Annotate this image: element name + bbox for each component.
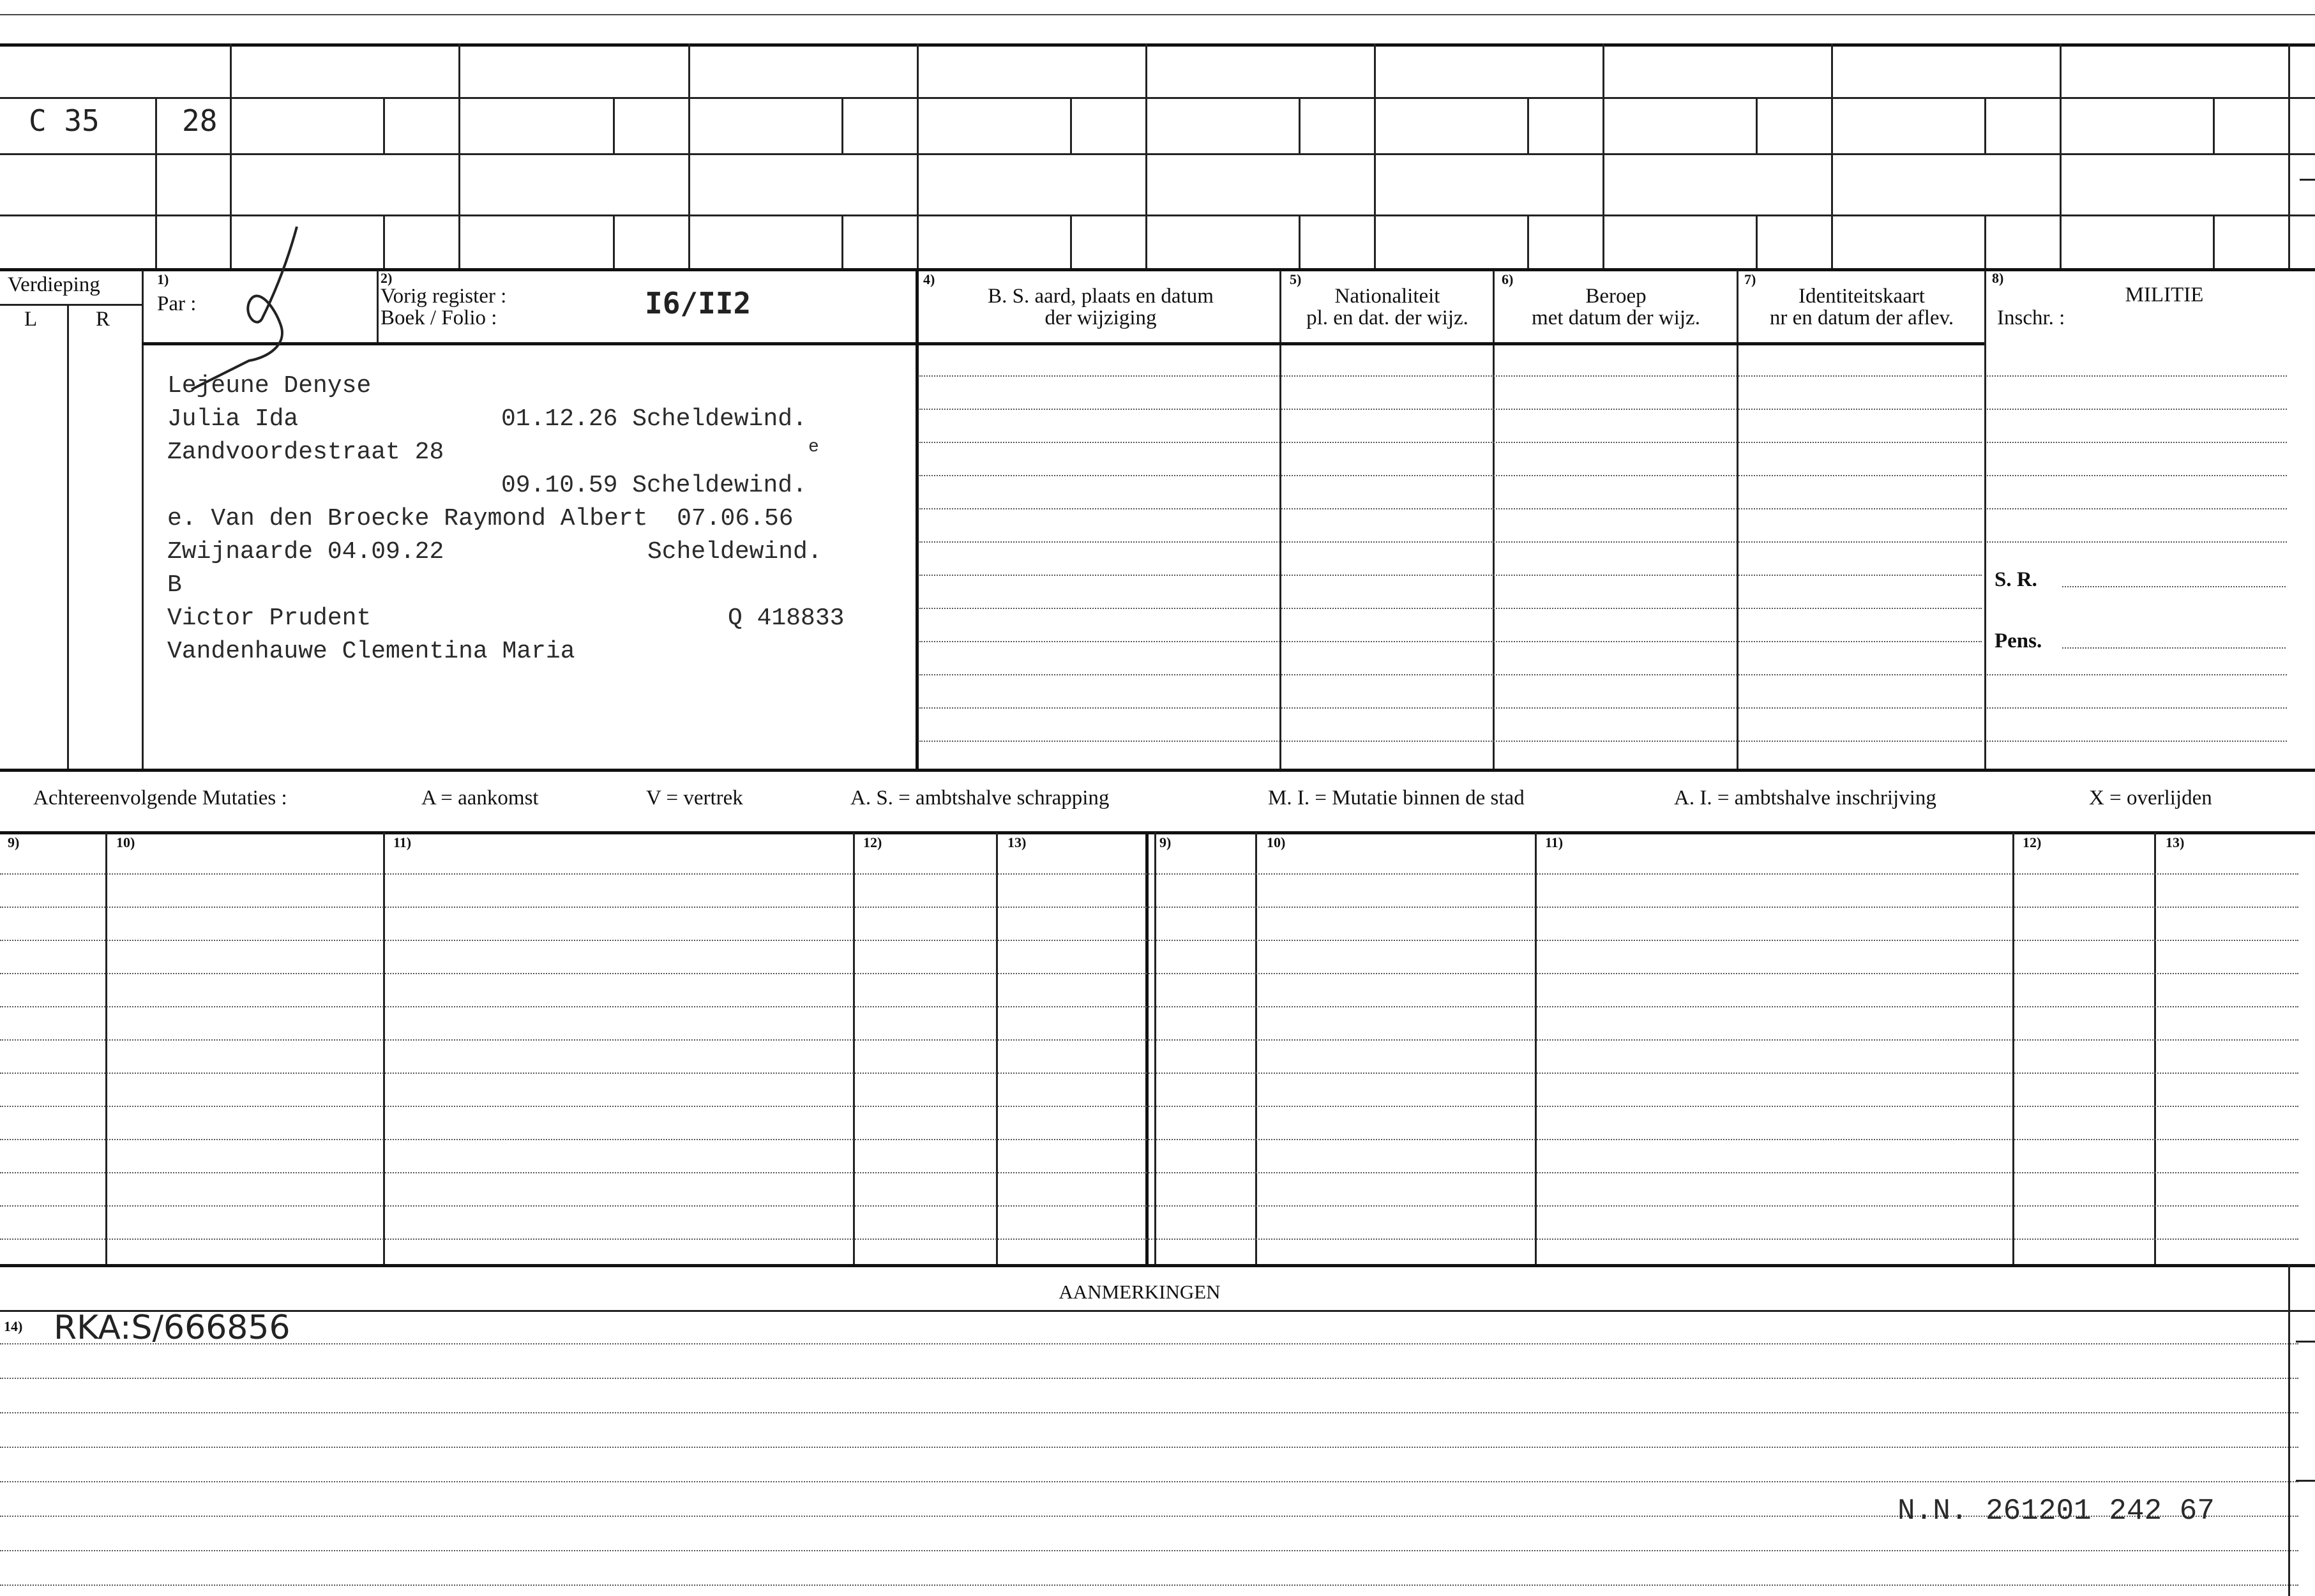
remarks-rka: RKA:S/666856 — [54, 1309, 290, 1347]
remarks-title: AANMERKINGEN — [1059, 1281, 1221, 1303]
boek-folio-label: Boek / Folio : — [381, 306, 497, 329]
militie-label: MILITIE — [2125, 283, 2204, 306]
nat-header-line1: Nationaliteit — [1334, 285, 1440, 308]
register-code: C 35 — [29, 103, 100, 138]
mut-col-9-right: 9) — [1159, 834, 1172, 850]
mut-col-12-left: 12) — [863, 834, 882, 850]
id-header-line1: Identiteitskaart — [1798, 285, 1925, 308]
col-5-number: 5) — [1290, 271, 1302, 287]
person-line-8-code: Q 418833 — [728, 605, 845, 632]
person-line-4: 09.10.59 Scheldewind. — [501, 472, 807, 499]
bs-header-line1: B. S. aard, plaats en datum — [988, 285, 1214, 308]
mut-col-13-right: 13) — [2166, 834, 2185, 850]
sr-label: S. R. — [1995, 568, 2037, 591]
col-2-number: 2) — [381, 270, 393, 286]
remarks-col-14: 14) — [4, 1318, 23, 1334]
vorig-register-label: Vorig register : — [381, 285, 507, 308]
person-line-2-date: 01.12.26 Scheldewind. — [501, 405, 807, 433]
legend-vertrek: V = vertrek — [646, 787, 743, 809]
nat-header-line2: pl. en dat. der wijz. — [1306, 306, 1468, 329]
person-line-6-town: Scheldewind. — [647, 538, 822, 566]
par-label: Par : — [157, 292, 197, 315]
person-line-9: Vandenhauwe Clementina Maria — [167, 638, 575, 665]
legend-ambtshalve-inschrijving: A. I. = ambtshalve inschrijving — [1674, 787, 1936, 809]
par-handwritten-mark — [179, 223, 326, 389]
legend-overlijden: X = overlijden — [2089, 787, 2212, 809]
beroep-header-line1: Beroep — [1585, 285, 1647, 308]
pens-label: Pens. — [1995, 629, 2042, 652]
col-1-number: 1) — [157, 271, 169, 287]
legend-aankomst: A = aankomst — [421, 787, 539, 809]
mut-col-12-right: 12) — [2023, 834, 2042, 850]
person-line-1: Lejeune Denyse — [167, 372, 372, 400]
col-4-number: 4) — [923, 271, 935, 287]
register-number: 28 — [182, 103, 218, 138]
mutations-title: Achtereenvolgende Mutaties : — [33, 787, 287, 809]
national-number: N.N. 261201 242 67 — [1897, 1494, 2215, 1528]
mut-col-11-right: 11) — [1545, 834, 1564, 850]
id-header-line2: nr en datum der aflev. — [1769, 306, 1954, 329]
legend-mutatie-stad: M. I. = Mutatie binnen de stad — [1268, 787, 1525, 809]
person-line-2-name: Julia Ida — [167, 405, 299, 433]
col-7-number: 7) — [1744, 271, 1756, 287]
person-line-5: e. Van den Broecke Raymond Albert 07.06.56 — [167, 505, 794, 532]
col-8-number: 8) — [1992, 270, 2004, 286]
mut-col-9-left: 9) — [8, 834, 20, 850]
person-line-6-place: Zwijnaarde 04.09.22 — [167, 538, 444, 566]
legend-ambtshalve-schrapping: A. S. = ambtshalve schrapping — [850, 787, 1110, 809]
person-line-8-name: Victor Prudent — [167, 605, 372, 632]
person-line-3-mark: e — [808, 437, 819, 457]
bs-header-line2: der wijziging — [1044, 306, 1157, 329]
l-label: L — [24, 308, 38, 331]
verdieping-label: Verdieping — [8, 273, 100, 296]
beroep-header-line2: met datum der wijz. — [1532, 306, 1700, 329]
inschr-label: Inschr. : — [1997, 306, 2065, 329]
person-line-7: B — [167, 571, 182, 599]
mut-col-11-left: 11) — [393, 834, 412, 850]
person-line-3: Zandvoordestraat 28 — [167, 439, 444, 466]
mut-col-10-left: 10) — [116, 834, 135, 850]
mut-col-10-right: 10) — [1267, 834, 1286, 850]
mut-col-13-left: 13) — [1007, 834, 1027, 850]
r-label: R — [96, 308, 110, 331]
previous-register-value: I6/II2 — [645, 286, 751, 320]
col-6-number: 6) — [1502, 271, 1514, 287]
